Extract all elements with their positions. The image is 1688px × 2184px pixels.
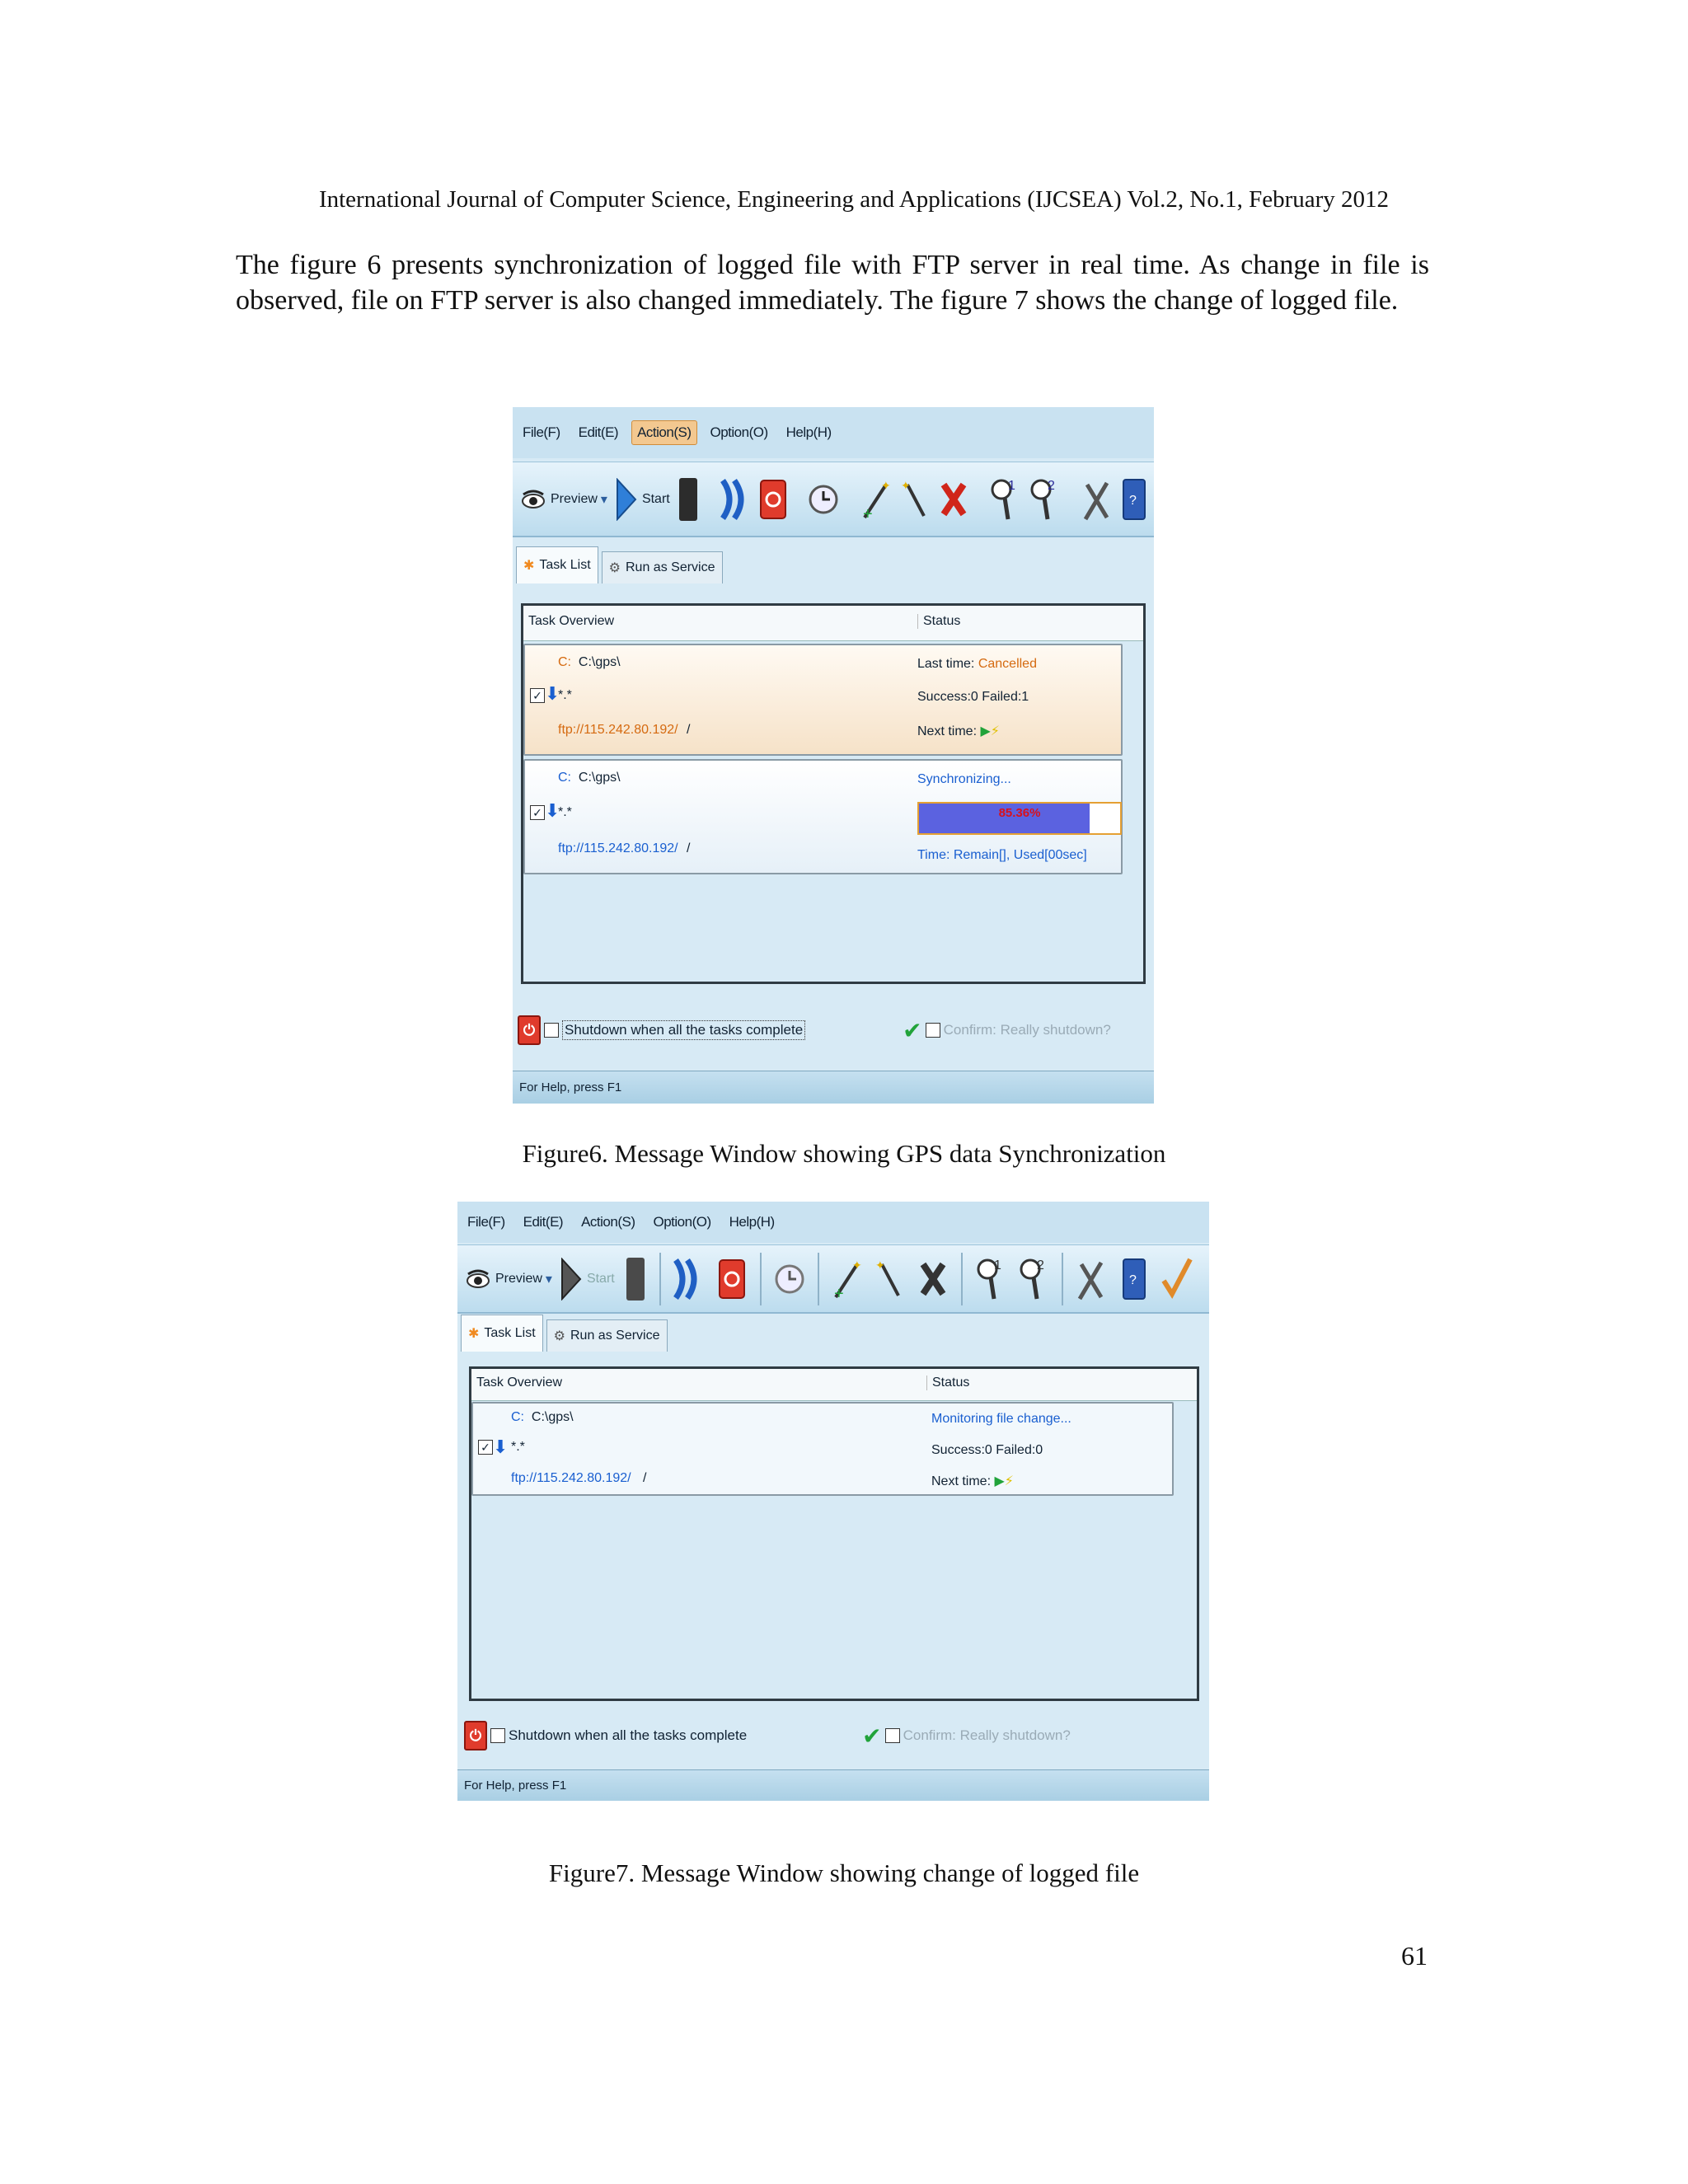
start-button[interactable] bbox=[559, 1250, 615, 1308]
time-remain-status: Time: Remain[], Used[00sec] bbox=[917, 848, 1087, 862]
next-time-status: Next time: ▶⚡ bbox=[931, 1474, 1015, 1488]
wand-edit-icon[interactable] bbox=[899, 475, 932, 524]
cancel-icon[interactable] bbox=[714, 1254, 750, 1304]
arrow-down-icon: ⬇ bbox=[493, 1436, 509, 1457]
wand-add-icon[interactable] bbox=[860, 475, 893, 524]
shutdown-checkbox[interactable] bbox=[490, 1728, 505, 1743]
progress-label: 85.36% bbox=[998, 806, 1041, 820]
chevron-down-icon: ▾ bbox=[600, 492, 607, 507]
shutdown-icon: ⏻ bbox=[518, 1015, 541, 1045]
svg-text:✦: ✦ bbox=[900, 478, 911, 492]
arrow-down-icon: ⬇ bbox=[545, 800, 560, 821]
sync-progress-bar bbox=[917, 802, 1122, 835]
start-label: Start bbox=[641, 491, 670, 506]
task-grid bbox=[521, 603, 1146, 984]
gear-icon: ⚙ bbox=[608, 561, 621, 575]
synchronizing-status: Synchronizing... bbox=[917, 772, 1011, 786]
svg-text:1: 1 bbox=[993, 1258, 1001, 1272]
status-bar: For Help, press F1 bbox=[457, 1769, 1209, 1801]
wand-add-icon[interactable] bbox=[829, 1254, 865, 1304]
menu-edit[interactable]: Edit(E) bbox=[523, 1214, 564, 1230]
column-task-overview[interactable]: Task Overview bbox=[528, 614, 615, 628]
file-pattern: *.* bbox=[558, 805, 572, 819]
tab-run-as-service-label: Run as Service bbox=[626, 560, 715, 574]
destination-url: ftp://115.242.80.192/ bbox=[558, 723, 678, 737]
star-icon: ✱ bbox=[468, 1327, 480, 1341]
lightning-icon: ⚡ bbox=[1004, 1474, 1015, 1488]
page-header: International Journal of Computer Science, Engineering and Applications (IJCSEA) Vol.2, No.1, February 2012 bbox=[318, 186, 1390, 213]
toolbar bbox=[457, 1244, 1209, 1314]
book-icon[interactable] bbox=[1116, 1254, 1152, 1304]
svg-text:2: 2 bbox=[1036, 1258, 1044, 1272]
star-icon: ✱ bbox=[523, 559, 535, 573]
file-pattern: *.* bbox=[558, 688, 572, 702]
clock-icon[interactable] bbox=[771, 1254, 808, 1304]
play-icon bbox=[614, 475, 639, 524]
success-failed-count: Success:0 Failed:0 bbox=[931, 1443, 1043, 1457]
search-2-icon[interactable] bbox=[1015, 1254, 1052, 1304]
grid-header bbox=[523, 606, 1143, 641]
destination-path: / bbox=[687, 841, 691, 855]
grid-header bbox=[471, 1369, 1197, 1401]
stop-icon[interactable] bbox=[677, 475, 700, 524]
shutdown-label[interactable]: Shutdown when all the tasks complete bbox=[509, 1727, 748, 1743]
confirm-check-icon: ✔ bbox=[862, 1722, 882, 1749]
svg-text:?: ? bbox=[1128, 1272, 1137, 1287]
menu-bar bbox=[457, 1202, 1209, 1243]
toolbar bbox=[513, 462, 1154, 537]
gear-icon: ⚙ bbox=[553, 1329, 565, 1343]
wand-edit-icon[interactable] bbox=[872, 1254, 908, 1304]
figure6-window bbox=[513, 407, 1154, 1104]
success-failed-count: Success:0 Failed:1 bbox=[917, 690, 1029, 704]
source-path: C: C:\gps\ bbox=[558, 771, 621, 785]
task-checkbox[interactable]: ✓ bbox=[530, 688, 545, 703]
destination-url: ftp://115.242.80.192/ bbox=[511, 1471, 631, 1485]
book-icon[interactable] bbox=[1120, 475, 1148, 524]
preview-label: Preview bbox=[551, 491, 598, 506]
toolbar-divider bbox=[760, 1253, 762, 1305]
menu-option[interactable]: Option(O) bbox=[653, 1214, 711, 1230]
menu-action[interactable]: Action(S) bbox=[631, 420, 696, 445]
confirm-label: Confirm: Really shutdown? bbox=[943, 1022, 1111, 1038]
tab-bar bbox=[457, 1315, 1209, 1352]
menu-edit[interactable]: Edit(E) bbox=[578, 424, 619, 440]
preview-button[interactable] bbox=[519, 471, 607, 528]
stop-icon[interactable] bbox=[621, 1254, 649, 1304]
destination-url: ftp://115.242.80.192/ bbox=[558, 841, 678, 855]
svg-text:+: + bbox=[833, 1284, 844, 1301]
figure7-window bbox=[457, 1202, 1209, 1801]
task-checkbox[interactable]: ✓ bbox=[478, 1440, 493, 1455]
shutdown-label[interactable]: Shutdown when all the tasks complete bbox=[562, 1020, 805, 1040]
toolbar-divider bbox=[659, 1253, 661, 1305]
menu-option[interactable]: Option(O) bbox=[710, 424, 768, 440]
search-2-icon[interactable] bbox=[1028, 475, 1061, 524]
play-flag-icon: ▶ bbox=[994, 1474, 1005, 1488]
play-flag-icon: ▶ bbox=[980, 724, 991, 738]
preview-label: Preview bbox=[495, 1271, 542, 1286]
column-task-overview[interactable]: Task Overview bbox=[476, 1376, 563, 1390]
tools-icon[interactable] bbox=[1073, 1254, 1109, 1304]
start-label: Start bbox=[586, 1271, 615, 1286]
status-bar: For Help, press F1 bbox=[513, 1071, 1154, 1104]
task-grid bbox=[469, 1366, 1199, 1701]
tab-run-as-service[interactable] bbox=[602, 551, 723, 583]
figure7-caption: Figure7. Message Window showing change of logged file bbox=[548, 1858, 1140, 1887]
svg-text:?: ? bbox=[1128, 493, 1137, 508]
destination-path: / bbox=[687, 723, 691, 737]
task-row[interactable] bbox=[471, 1402, 1174, 1496]
start-button[interactable] bbox=[614, 471, 670, 528]
source-path: C: C:\gps\ bbox=[558, 655, 621, 669]
search-1-icon[interactable] bbox=[973, 1254, 1009, 1304]
delete-x-icon[interactable] bbox=[915, 1254, 951, 1304]
preview-button[interactable] bbox=[464, 1250, 552, 1308]
fast-forward-icon[interactable] bbox=[720, 475, 753, 524]
svg-text:2: 2 bbox=[1047, 478, 1055, 493]
confirm-check-icon: ✔ bbox=[903, 1017, 922, 1043]
tab-task-list-label: Task List bbox=[484, 1326, 536, 1340]
destination-path: / bbox=[643, 1471, 647, 1485]
tab-task-list[interactable] bbox=[516, 546, 598, 583]
confirm-checkbox[interactable] bbox=[926, 1023, 940, 1038]
column-status[interactable]: Status bbox=[917, 614, 960, 629]
column-status[interactable]: Status bbox=[926, 1376, 969, 1390]
play-icon bbox=[559, 1254, 584, 1304]
fast-forward-icon[interactable] bbox=[671, 1254, 707, 1304]
task-checkbox[interactable]: ✓ bbox=[530, 805, 545, 820]
confirm-checkbox[interactable] bbox=[885, 1728, 900, 1743]
svg-text:+: + bbox=[862, 504, 873, 521]
intro-paragraph: The figure 6 presents synchronization of logged file with FTP server in real time. As change in file is observed, file on FTP server is also changed immediately. The figure 7 shows the change of logged file. bbox=[236, 250, 1429, 316]
last-time-status: Last time: Cancelled bbox=[917, 657, 1037, 671]
svg-text:✦: ✦ bbox=[874, 1258, 885, 1272]
tab-run-as-service-label: Run as Service bbox=[570, 1329, 660, 1343]
shutdown-icon: ⏻ bbox=[464, 1721, 487, 1750]
menu-action[interactable]: Action(S) bbox=[581, 1214, 635, 1230]
figure6-caption: Figure6. Message Window showing GPS data Synchronization bbox=[522, 1139, 1166, 1168]
svg-text:1: 1 bbox=[1007, 478, 1015, 493]
tab-run-as-service[interactable] bbox=[546, 1319, 668, 1352]
page-number: 61 bbox=[1401, 1941, 1428, 1971]
check-brush-icon[interactable] bbox=[1159, 1254, 1195, 1304]
delete-x-icon[interactable] bbox=[939, 475, 968, 524]
source-path: C: C:\gps\ bbox=[511, 1410, 574, 1424]
task-row[interactable] bbox=[523, 759, 1123, 874]
toolbar-divider bbox=[1062, 1253, 1063, 1305]
shutdown-checkbox[interactable] bbox=[544, 1023, 559, 1038]
svg-text:✦: ✦ bbox=[880, 478, 891, 492]
lightning-icon: ⚡ bbox=[990, 724, 1001, 738]
cancel-icon[interactable] bbox=[759, 475, 787, 524]
search-1-icon[interactable] bbox=[988, 475, 1021, 524]
menu-file[interactable]: File(F) bbox=[523, 424, 560, 440]
tab-bar bbox=[513, 544, 1154, 583]
tools-icon[interactable] bbox=[1081, 475, 1114, 524]
toolbar-divider bbox=[818, 1253, 819, 1305]
menu-file[interactable]: File(F) bbox=[467, 1214, 505, 1230]
file-pattern: *.* bbox=[511, 1440, 525, 1454]
confirm-label: Confirm: Really shutdown? bbox=[903, 1727, 1071, 1743]
tab-task-list-label: Task List bbox=[539, 558, 591, 572]
chevron-down-icon: ▾ bbox=[545, 1272, 552, 1286]
menu-help[interactable]: Help(H) bbox=[729, 1214, 775, 1230]
arrow-down-icon: ⬇ bbox=[545, 683, 560, 704]
bottom-bar bbox=[513, 1007, 1154, 1053]
menu-bar bbox=[513, 407, 1154, 458]
eye-icon bbox=[519, 475, 547, 524]
eye-icon bbox=[464, 1254, 492, 1304]
toolbar-divider bbox=[961, 1253, 963, 1305]
clock-icon[interactable] bbox=[807, 475, 840, 524]
task-row[interactable] bbox=[523, 644, 1123, 756]
next-time-status: Next time: ▶⚡ bbox=[917, 724, 1001, 738]
tab-task-list[interactable] bbox=[461, 1315, 543, 1352]
monitoring-status: Monitoring file change... bbox=[931, 1412, 1071, 1426]
bottom-bar bbox=[457, 1713, 1209, 1759]
menu-help[interactable]: Help(H) bbox=[785, 424, 832, 440]
svg-text:✦: ✦ bbox=[851, 1258, 862, 1272]
